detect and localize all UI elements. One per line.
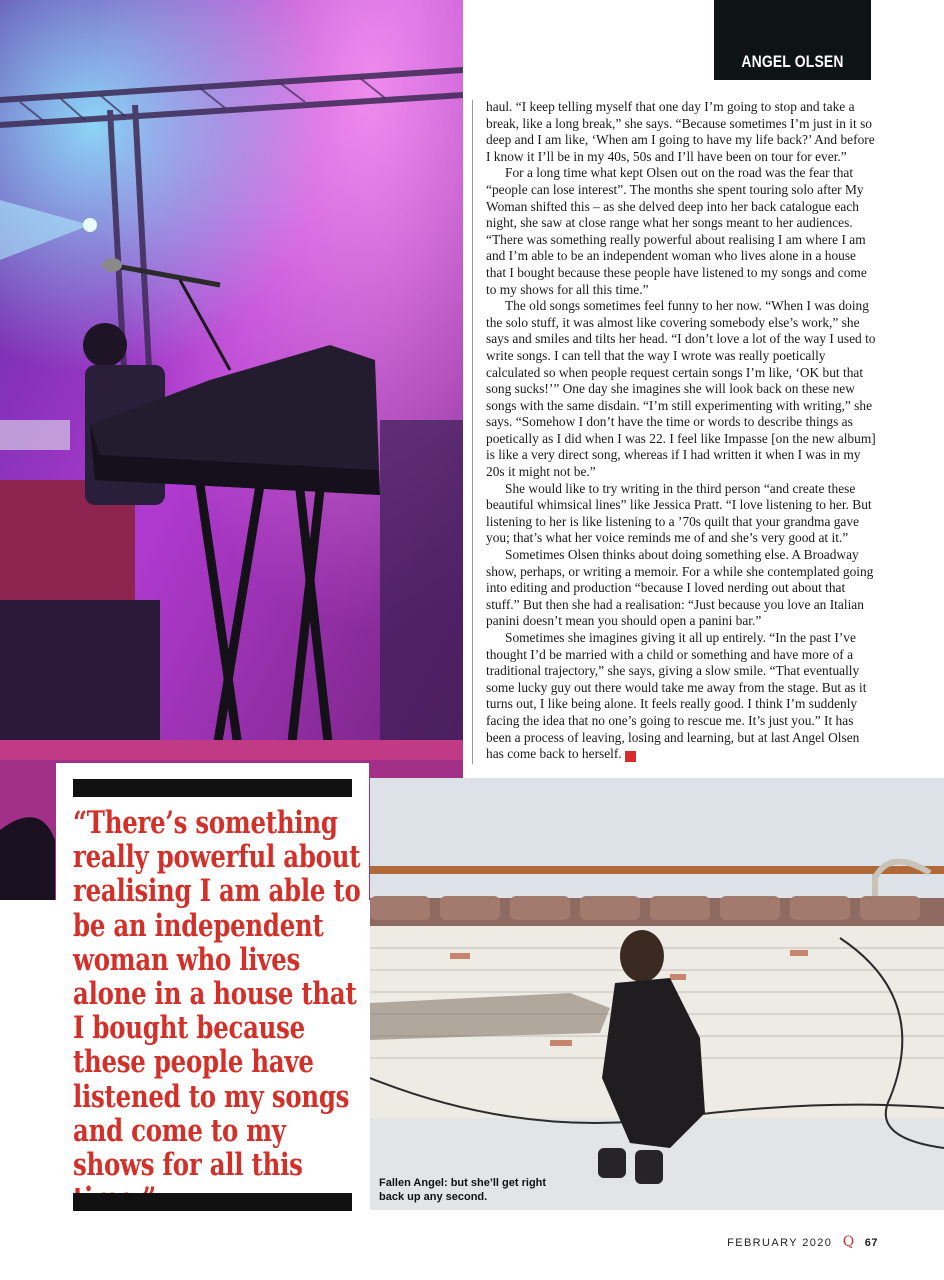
article-paragraph-text: Sometimes she imagines giving it all up entirely. “In the past I’ve thought I’d be married with a child or something and have more of a traditional trajectory,” she says, giving a slow smile. “That eventually some lucky guy out there would take me away from the stage. But as it turns out, I like being alone. It feels really good. I think I’m suddenly facing the idea that no one’s going to rescue me. It’s just you.” It has been a process of leaving, losing and learning, but at last Angel Olsen has come back to herself. xyxy=(486,630,867,762)
page-footer xyxy=(727,1234,878,1250)
issue-date: FEBRUARY 2020 xyxy=(727,1237,833,1249)
pull-quote-top-bar xyxy=(73,779,352,797)
end-mark-icon: Q xyxy=(625,751,636,762)
section-tag xyxy=(714,0,871,80)
section-label: ANGEL OLSEN xyxy=(741,52,844,71)
photo-caption: Fallen Angel: but she’ll get right back up any second. xyxy=(379,1177,547,1203)
article-paragraph-last xyxy=(486,630,876,763)
article-paragraph: haul. “I keep telling myself that one day I’m going to stop and take a break, like a long break,” she says. “Because sometimes I’m just in it so deep and I am like, ‘When am I going to have my life back?’ And before I know it I’ll be in my 40s, 50s and I’ll have been on tour for ever.” xyxy=(486,99,875,164)
article-paragraph: Sometimes Olsen thinks about doing something else. A Broadway show, perhaps, or writing a memoir. For a while she contemplated going into editing and production “because I loved nerding out about that stuff.” But then she had a realisation: “Just because you love an Italian panini doesn’t mean you should open a panini bar.” xyxy=(486,547,874,629)
page-number: 67 xyxy=(864,1237,878,1249)
column-rule xyxy=(472,100,473,764)
rooftop-photo xyxy=(370,778,944,1210)
pull-quote-bottom-bar xyxy=(73,1193,352,1211)
pull-quote: “There’s something really powerful about realising I am able to be an independent woman who lives alone in a house that I bought because these people have listened to my songs and come to my shows for all this xyxy=(73,805,361,1184)
article-paragraph: She would like to try writing in the third person “and create these beautiful whimsical lines” like Jessica Pratt. “I love listening to her. But listening to her is like listening to a ’70s quilt that your grandma gave you; that’s what her voice reminds me of and she’s very good at it.” xyxy=(486,480,872,546)
article-paragraph: For a long time what kept Olsen out on the road was the fear that “people can lose interest”. The months she spent touring solo after My Woman shifted this – as she delved deep into her back catalogue each night, she saw at close range what her songs meant to her audiences. “There was something really powerful about realising I am where I am and I’m able to be an independent woman who lives alone in a house that I bought because these people have listened to my songs and come to my shows for all this time.” xyxy=(486,165,867,297)
article-body xyxy=(486,99,876,763)
q-logo-icon: Q xyxy=(842,1234,855,1250)
article-paragraph: The old songs sometimes feel funny to her now. “When I was doing the solo stuff, it was almost like covering somebody else’s work,” she says and smiles and tilts her head. “I don’t love a lot of the way I used to write songs. I can tell that the way I wrote was really poetically calculated so when people request certain songs I’m like, ‘OK but that song sucks!’” One day she imagines she will look back on these new songs with the same disdain. “I’m still experimenting with writing,” she says. “Somehow I don’t have the time or words to describe things as poetically as I did when I was 22. I feel like Impasse [on the new album] is like a very direct song, whereas if I had written it when I was in my 20s it might not be.” xyxy=(486,298,876,480)
